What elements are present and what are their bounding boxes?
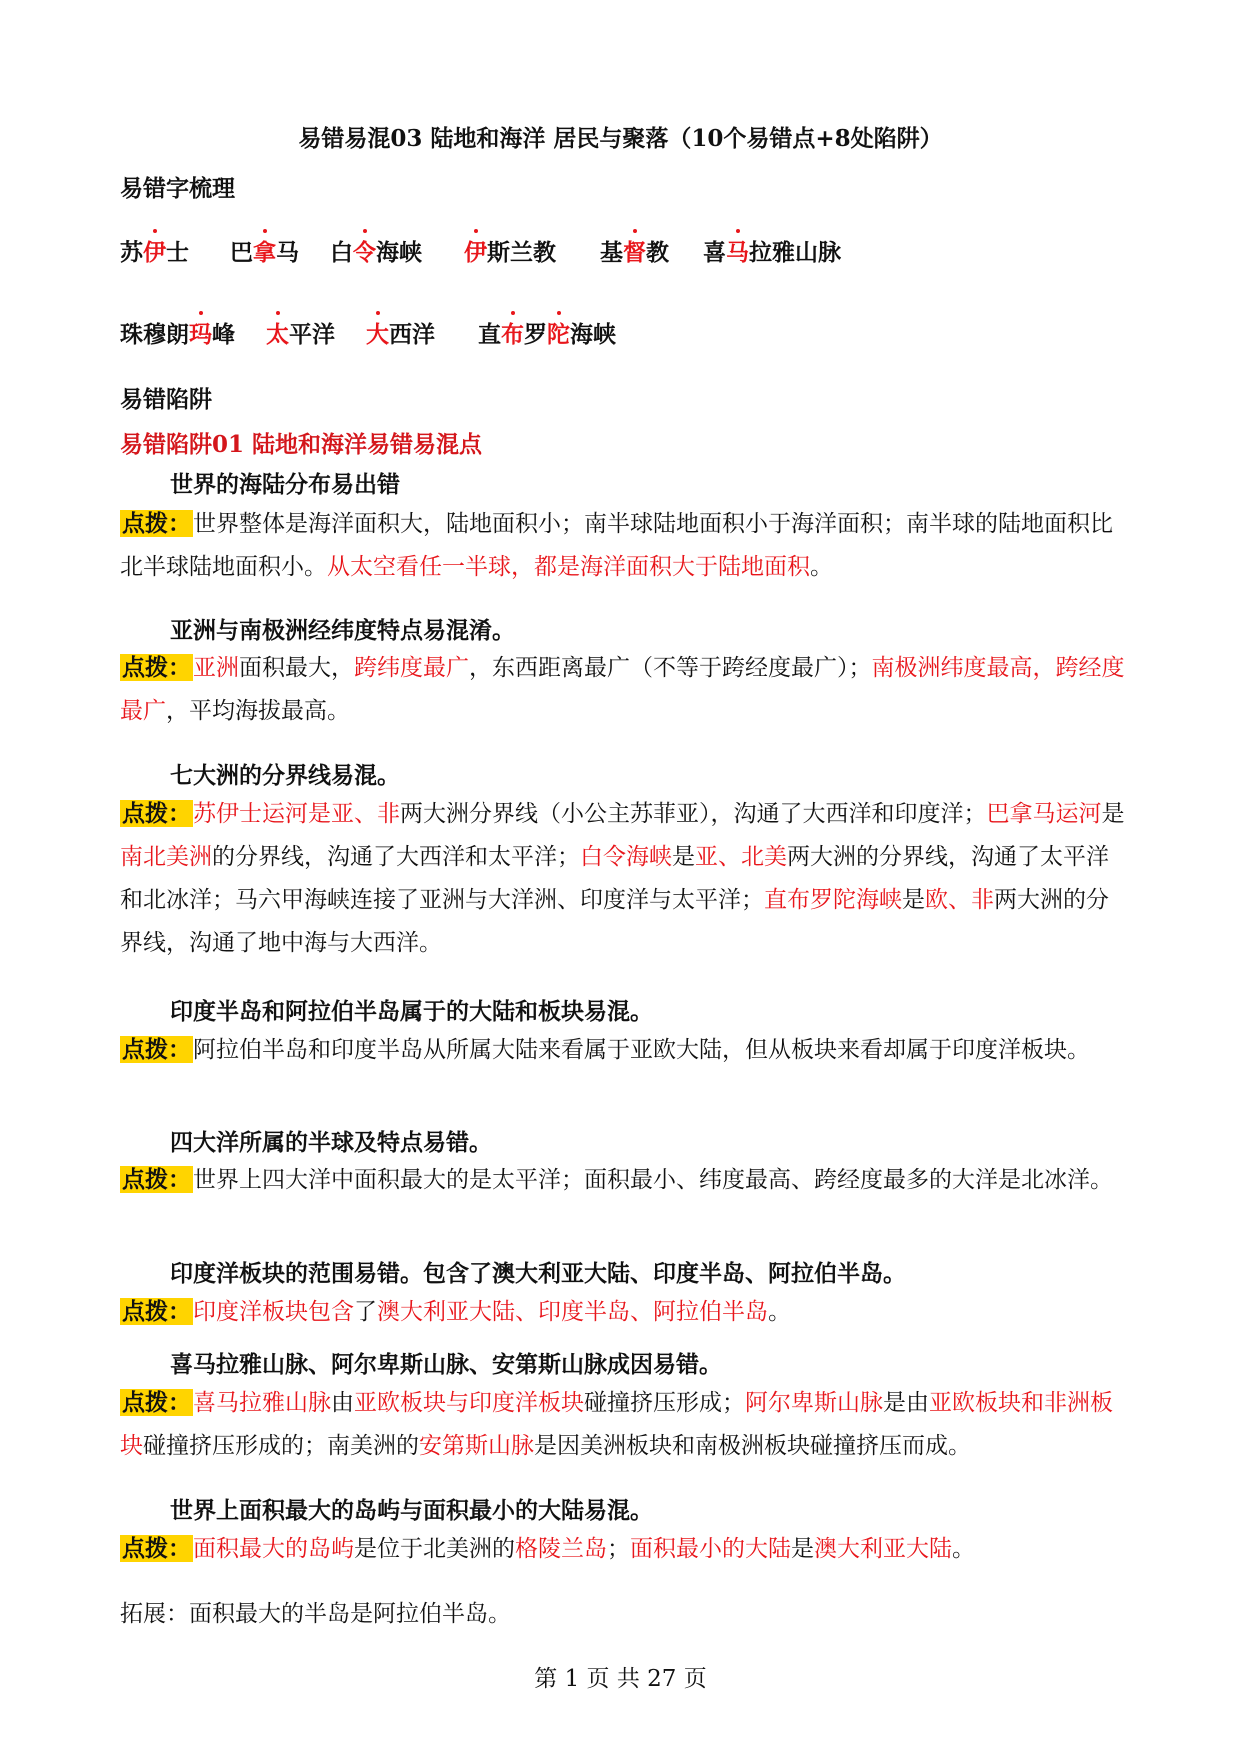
- typo-row-2: [0, 316, 1241, 348]
- highlighted-char: 令: [353, 234, 376, 267]
- section-subheading: 世界的海陆分布易出错: [170, 471, 400, 498]
- body-text: 面积最大，: [239, 655, 354, 681]
- typo-row-1: [0, 234, 1241, 266]
- highlighted-char: 马: [726, 234, 749, 267]
- emphasis-text: 直布罗陀海峡: [764, 887, 902, 913]
- section-body: [120, 1381, 1130, 1468]
- typo-word: 大西洋: [366, 316, 435, 349]
- section-subheading: 印度半岛和阿拉伯半岛属于的大陆和板块易混。: [170, 998, 653, 1025]
- section-body: [120, 792, 1130, 965]
- emphasis-text: 亚洲: [193, 655, 239, 681]
- emphasis-text: 面积最大的岛屿: [193, 1536, 354, 1562]
- body-text: 世界上四大洋中面积最大的是太平洋；面积最小、纬度最高、跨经度最多的大洋是北冰洋。: [193, 1167, 1113, 1193]
- trap01-heading: 易错陷阱01 陆地和海洋易错易混点: [120, 431, 483, 458]
- highlighted-char: 玛: [189, 316, 212, 349]
- emphasis-text: 白令海峡: [580, 844, 672, 870]
- body-text: 是位于北美洲的: [354, 1536, 515, 1562]
- highlighted-char: 陀: [547, 316, 570, 349]
- section-body: [120, 1158, 1130, 1202]
- body-text: 由: [331, 1390, 354, 1416]
- highlighted-char: 伊: [464, 234, 487, 267]
- page-footer: 第 1 页 共 27 页: [534, 1666, 707, 1692]
- emphasis-text: 跨纬度最广: [354, 655, 469, 681]
- highlighted-char: 太: [266, 316, 289, 349]
- section-subheading: 亚洲与南极洲经纬度特点易混淆。: [170, 617, 515, 644]
- typo-word: 喜马拉雅山脉: [703, 234, 841, 267]
- tip-badge: 点拨：: [122, 654, 191, 681]
- emphasis-text: 喜马拉雅山脉: [193, 1390, 331, 1416]
- tip-badge: 点拨：: [122, 800, 191, 827]
- emphasis-text: 亚欧板块和非洲板块: [120, 1390, 1113, 1459]
- body-text: 。: [952, 1536, 975, 1562]
- body-text: ，平均海拔最高。: [166, 698, 350, 724]
- typo-word: 巴拿马: [230, 234, 299, 267]
- tip-badge: 点拨：: [122, 1389, 191, 1416]
- typo-word: 伊斯兰教: [464, 234, 556, 267]
- section-body: [120, 1527, 1130, 1571]
- emphasis-text: 澳大利亚大陆: [814, 1536, 952, 1562]
- body-text: 世界整体是海洋面积大，陆地面积小；南半球陆地面积小于海洋面积；南半球的陆地面积比北半球陆地面积小。: [120, 511, 1113, 580]
- body-text: 两大洲的分界线，沟通了地中海与大西洋。: [120, 887, 1109, 956]
- highlighted-char: 布: [501, 316, 524, 349]
- emphasis-text: 南北美洲: [120, 844, 212, 870]
- highlighted-char: 拿: [253, 234, 276, 267]
- highlighted-char: 大: [366, 316, 389, 349]
- section-body: [120, 1290, 1130, 1334]
- tip-badge: 点拨：: [122, 1535, 191, 1562]
- page-title: 易错易混03 陆地和海洋 居民与聚落（10个易错点+8处陷阱）: [298, 125, 943, 152]
- extension-note: 拓展：面积最大的半岛是阿拉伯半岛。: [120, 1601, 511, 1627]
- section-body: [120, 1028, 1130, 1072]
- section-body: [120, 502, 1130, 589]
- section-subheading: 七大洲的分界线易混。: [170, 762, 400, 789]
- body-text: 的分界线，沟通了大西洋和太平洋；: [212, 844, 580, 870]
- body-text: 是: [791, 1536, 814, 1562]
- body-text: 两大洲的分界线，沟通了太平洋和北冰洋；马六甲海峡连接了亚洲与大洋洲、印度洋与太平洋；: [120, 844, 1109, 913]
- section-subheading: 印度洋板块的范围易错。包含了澳大利亚大陆、印度半岛、阿拉伯半岛。: [170, 1260, 906, 1287]
- typo-word: 苏伊士: [120, 234, 189, 267]
- emphasis-text: 亚欧板块与印度洋板块: [354, 1390, 584, 1416]
- section-subheading: 喜马拉雅山脉、阿尔卑斯山脉、安第斯山脉成因易错。: [170, 1351, 722, 1378]
- highlighted-char: 督: [623, 234, 646, 267]
- emphasis-text: 阿尔卑斯山脉: [745, 1390, 883, 1416]
- emphasis-text: 澳大利亚大陆、印度半岛、阿拉伯半岛: [377, 1299, 768, 1325]
- emphasis-text: 苏伊士运河是亚、非: [193, 801, 400, 827]
- body-text: 。: [768, 1299, 791, 1325]
- body-text: 是由: [883, 1390, 929, 1416]
- typo-word: 直布罗陀海峡: [478, 316, 616, 349]
- section-subheading: 四大洋所属的半球及特点易错。: [170, 1129, 492, 1156]
- typo-word: 太平洋: [266, 316, 335, 349]
- tip-badge: 点拨：: [122, 1298, 191, 1325]
- tip-badge: 点拨：: [122, 1166, 191, 1193]
- trap-heading: 易错陷阱: [120, 386, 212, 413]
- tip-badge: 点拨：: [122, 510, 191, 537]
- body-text: 阿拉伯半岛和印度半岛从所属大陆来看属于亚欧大陆，但从板块来看却属于印度洋板块。: [193, 1037, 1090, 1063]
- body-text: 是: [1101, 801, 1125, 827]
- section-body: [120, 646, 1130, 733]
- body-text: 碰撞挤压形成；: [584, 1390, 745, 1416]
- emphasis-text: 面积最小的大陆: [630, 1536, 791, 1562]
- emphasis-text: 从太空看任一半球，都是海洋面积大于陆地面积: [327, 554, 810, 580]
- body-text: ，东西距离最广（不等于跨经度最广）；: [469, 655, 872, 681]
- typo-heading: 易错字梳理: [120, 175, 235, 202]
- body-text: 是: [672, 844, 695, 870]
- highlighted-char: 伊: [143, 234, 166, 267]
- body-text: 。: [810, 554, 833, 580]
- emphasis-text: 安第斯山脉: [419, 1433, 534, 1459]
- body-text: 是: [902, 887, 925, 913]
- typo-word: 白令海峡: [330, 234, 422, 267]
- emphasis-text: 南极洲纬度最高，跨经度最广: [120, 655, 1125, 724]
- tip-badge: 点拨：: [122, 1036, 191, 1063]
- body-text: ；: [607, 1536, 630, 1562]
- emphasis-text: 印度洋板块包含: [193, 1299, 354, 1325]
- body-text: 两大洲分界线（小公主苏菲亚），沟通了大西洋和印度洋；: [400, 801, 987, 827]
- body-text: 是因美洲板块和南极洲板块碰撞挤压而成。: [534, 1433, 971, 1459]
- body-text: 碰撞挤压形成的；南美洲的: [143, 1433, 419, 1459]
- section-subheading: 世界上面积最大的岛屿与面积最小的大陆易混。: [170, 1497, 653, 1524]
- emphasis-text: 格陵兰岛: [515, 1536, 607, 1562]
- emphasis-text: 欧、非: [925, 887, 994, 913]
- body-text: 了: [354, 1299, 377, 1325]
- emphasis-text: 巴拿马运河: [986, 801, 1102, 827]
- typo-word: 基督教: [600, 234, 669, 267]
- typo-word: 珠穆朗玛峰: [120, 316, 235, 349]
- emphasis-text: 亚、北美: [695, 844, 787, 870]
